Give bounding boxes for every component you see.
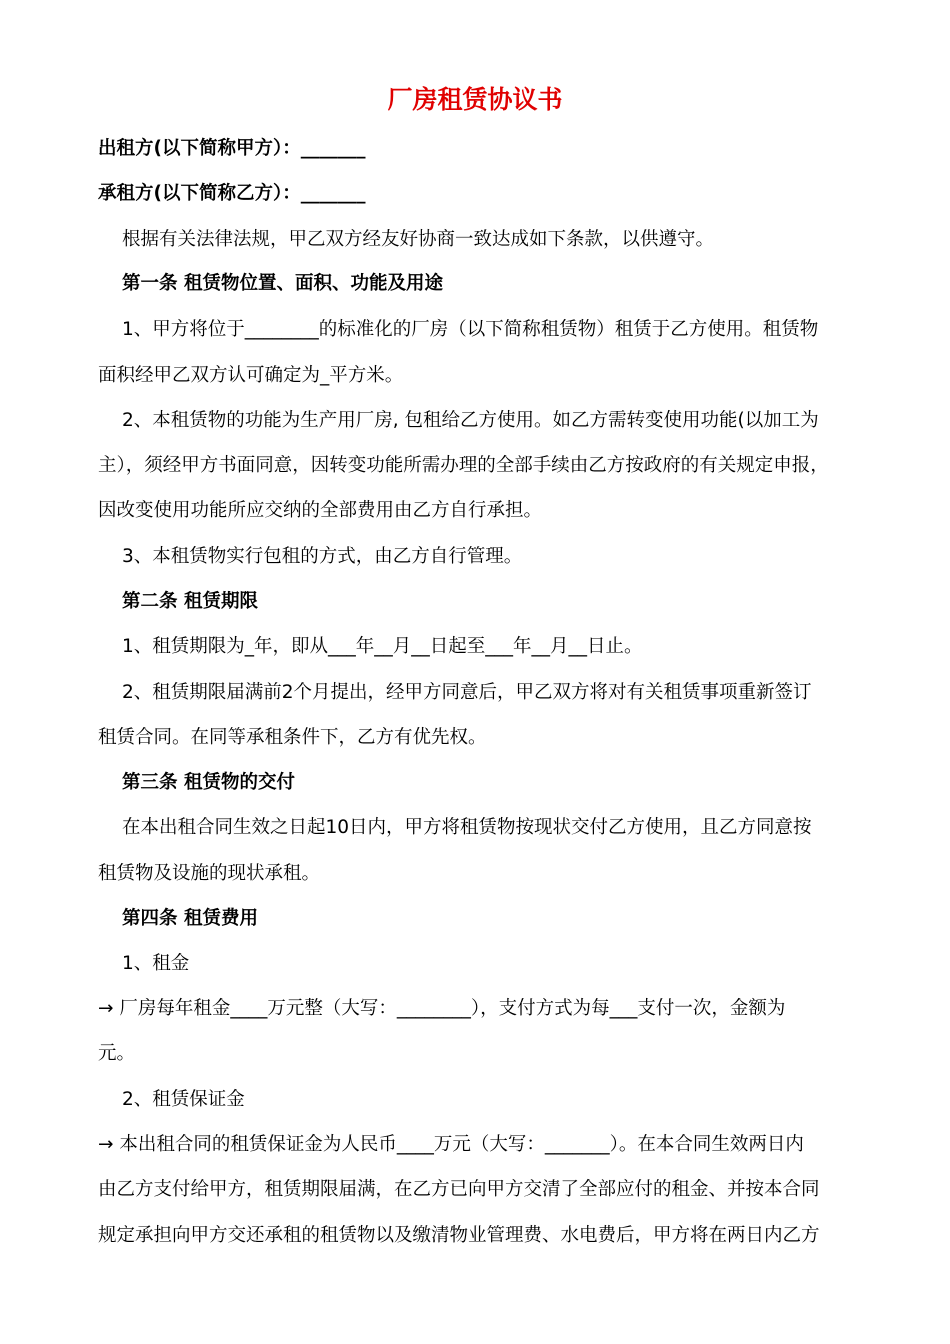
lessor-line: 出租方(以下简称甲方）：_______ (98, 138, 366, 159)
article-1-paragraph-2-cont: 因改变使用功能所应交纳的全部费用由乙方自行承担。 (98, 500, 543, 521)
deposit-paragraph-cont: 由乙方支付给甲方，租赁期限届满，在乙方已向甲方交清了全部应付的租金、并按本合同 (98, 1179, 820, 1200)
article-3-paragraph-1: 在本出租合同生效之日起10日内，甲方将租赁物按现状交付乙方使用，且乙方同意按 (122, 817, 812, 838)
article-2-paragraph-2: 2、租赁期限届满前2个月提出，经甲方同意后，甲乙双方将对有关租赁事项重新签订 (122, 682, 812, 703)
article-1-paragraph-2: 2、本租赁物的功能为生产用厂房, 包租给乙方使用。如乙方需转变使用功能(以加工为 (122, 410, 819, 431)
deposit-subheading: 2、租赁保证金 (122, 1089, 245, 1110)
lessee-line: 承租方(以下简称乙方）：_______ (98, 183, 366, 204)
article-2-paragraph-2-cont: 租赁合同。在同等承租条件下，乙方有优先权。 (98, 727, 487, 748)
rent-subheading: 1、租金 (122, 953, 190, 974)
article-1-paragraph-2-cont: 主），须经甲方书面同意，因转变功能所需办理的全部手续由乙方按政府的有关规定申报， (98, 455, 829, 476)
preamble: 根据有关法律法规，甲乙双方经友好协商一致达成如下条款，以供遵守。 (122, 229, 715, 250)
article-3-paragraph-1-cont: 租赁物及设施的现状承租。 (98, 863, 321, 884)
article-1-paragraph-3: 3、本租赁物实行包租的方式，由乙方自行管理。 (122, 546, 523, 567)
article-1-paragraph-1: 1、甲方将位于________的标准化的厂房（以下简称租赁物）租赁于乙方使用。租赁物 (122, 319, 819, 340)
article-2-heading: 第二条 租赁期限 (122, 591, 258, 612)
article-4-heading: 第四条 租赁费用 (122, 908, 258, 929)
article-3-heading: 第三条 租赁物的交付 (122, 772, 295, 793)
document-title: 厂房租赁协议书 (387, 85, 563, 114)
deposit-paragraph: → 本出租合同的租赁保证金为人民币____万元（大写：_______）。在本合同生效两日内 (98, 1134, 804, 1155)
article-1-heading: 第一条 租赁物位置、面积、功能及用途 (122, 273, 443, 294)
rent-paragraph-cont: 元。 (98, 1043, 136, 1064)
deposit-paragraph-cont: 规定承担向甲方交还承租的租赁物以及缴清物业管理费、水电费后，甲方将在两日内乙方 (98, 1225, 820, 1246)
rent-paragraph: → 厂房每年租金____万元整（大写：________），支付方式为每___支付一次，金额为 (98, 998, 786, 1019)
article-1-paragraph-1-cont: 面积经甲乙双方认可确定为_平方米。 (98, 365, 404, 386)
article-2-paragraph-1: 1、租赁期限为_年，即从___年__月__日起至___年__月__日止。 (122, 636, 643, 657)
